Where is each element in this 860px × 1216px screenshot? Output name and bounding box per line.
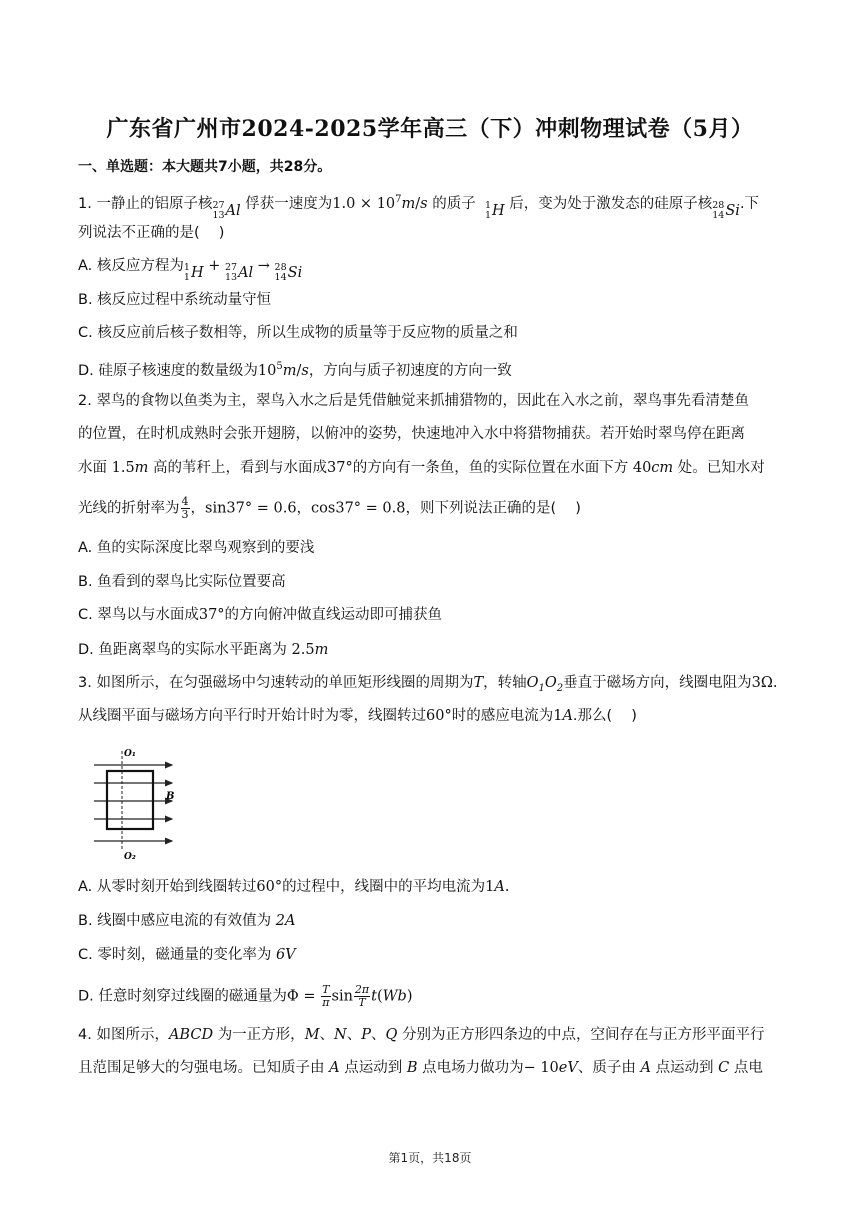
q1-option-c: C. 核反应前后核子数相等，所以生成物的质量等于反应物的质量之和 <box>78 325 518 341</box>
q2-option-a: A. 鱼的实际深度比翠鸟观察到的要浅 <box>78 540 315 556</box>
q4-line-1: 4. 如图所示，ABCD 为一正方形，M、N、P、Q 分别为正方形四条边的中点，空间存在与正方形平面平行 <box>78 1027 765 1043</box>
q1-option-d: D. 硅原子核速度的数量级为$10^5m/s$，方向与质子初速度的方向一致 <box>78 361 512 379</box>
page-footer: 第1页，共18页 <box>388 1151 472 1165</box>
section-heading: 一、单选题：本大题共7小题，共28分。 <box>78 159 332 175</box>
label-o1: O₁ <box>124 749 136 759</box>
q1-option-a: A. 核反应方程为 1 1 H + 27 13 Al → 28 14 Si <box>78 258 303 283</box>
q1-line-2: 列说法不正确的是( ) <box>78 225 225 241</box>
q2-option-c: C. 翠鸟以与水面成37°的方向俯冲做直线运动即可捕获鱼 <box>78 607 443 623</box>
coil-rectangle <box>107 771 153 829</box>
q2-line-3: 水面 1.5m 高的苇秆上，看到与水面成37°的方向有一条鱼，鱼的实际位置在水面下方 40cm 处。已知水对 <box>78 460 765 476</box>
q3-line-2: 从线圈平面与磁场方向平行时开始计时为零，线圈转过60°时的感应电流为1A.那么( ) <box>78 708 637 724</box>
q2-option-d: D. 鱼距离翠鸟的实际水平距离为 2.5m <box>78 642 329 658</box>
coil-in-magnetic-field-figure <box>92 743 182 861</box>
q1-line-1: 1. 一静止的铝原子核 27 13 Al 俘获一速度为$1.0 \times 10^7m/s$ 的质子 1 1 H 后，变为处于激发态的硅原子核 28 14 Si .下 <box>78 194 760 221</box>
label-b: B <box>166 791 175 802</box>
al-nucleus: 27 13 Al <box>212 199 241 221</box>
q3-option-b: B. 线圈中感应电流的有效值为 2A <box>78 913 296 929</box>
q3-option-a: A. 从零时刻开始到线圈转过60°的过程中，线圈中的平均电流为1A. <box>78 879 510 895</box>
q4-line-2: 且范围足够大的匀强电场。已知质子由 A 点运动到 B 点电场力做功为− 10eV、质子由 A 点运动到 C 点电 <box>78 1060 763 1076</box>
q2-option-b: B. 鱼看到的翠鸟比实际位置要高 <box>78 574 286 590</box>
q3-line-1: 3. 如图所示，在匀强磁场中匀速转动的单匝矩形线圈的周期为T，转轴$O_1O_2$垂直于磁场方向，线圈电阻为3Ω. <box>78 675 778 694</box>
q1-option-b: B. 核反应过程中系统动量守恒 <box>78 292 272 308</box>
q3-option-c: C. 零时刻，磁通量的变化率为 6V <box>78 947 296 963</box>
q3-option-d: D. 任意时刻穿过线圈的磁通量为Φ = $\frac{T}{\pi}$ sin $\frac{2\pi}{T}$ t(Wb) <box>78 983 413 1009</box>
q2-line-2: 的位置，在时机成熟时会张开翅膀，以俯冲的姿势，快速地冲入水中将猎物捕获。若开始时翠鸟停在距离 <box>78 426 745 442</box>
q2-line-4: 光线的折射率为 $\frac{4}{3}$ ，sin37° = 0.6，cos37° = 0.8，则下列说法正确的是( ) <box>78 495 581 521</box>
page-title: 广东省广州市2024-2025学年高三（下）冲刺物理试卷（5月） <box>106 116 754 142</box>
q2-line-1: 2. 翠鸟的食物以鱼类为主，翠鸟入水之后是凭借触觉来抓捕猎物的，因此在入水之前，翠鸟事先看清楚鱼 <box>78 393 749 409</box>
label-o2: O₂ <box>124 852 136 861</box>
